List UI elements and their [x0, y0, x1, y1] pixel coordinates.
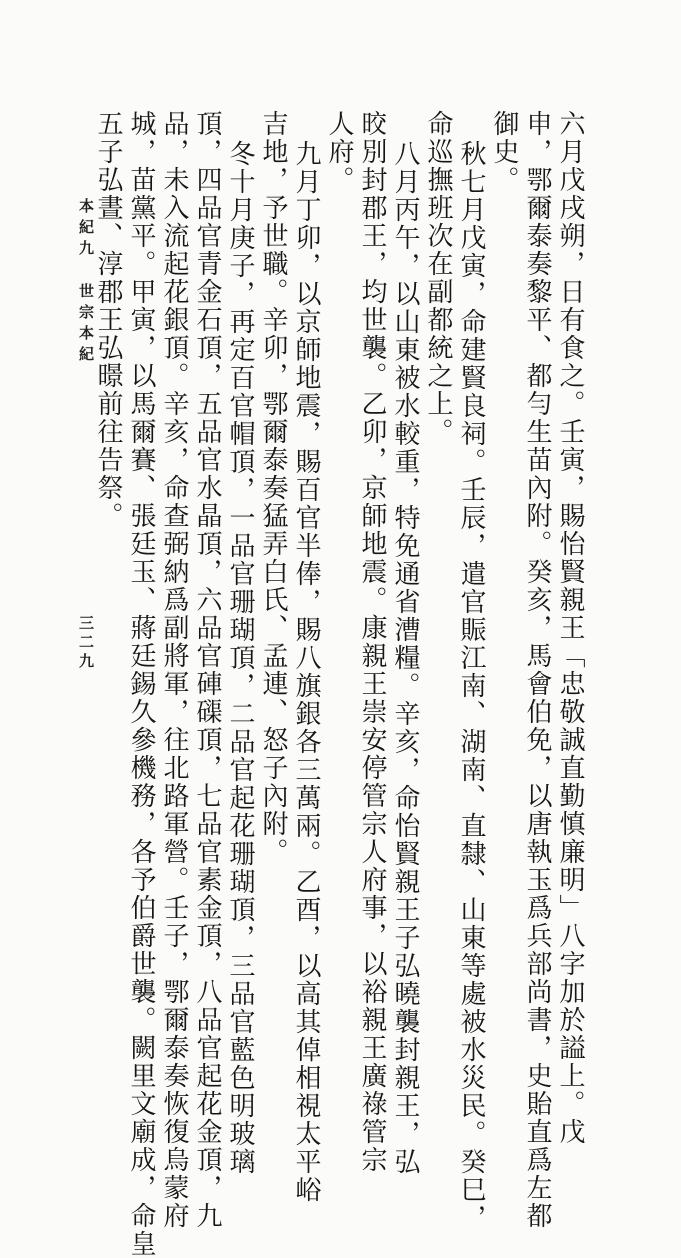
text-column-1: 六月戊戌朔，日有食之。壬寅，賜怡賢親王「忠敬誠直勤慎廉明」八字加於謚上。戊: [555, 110, 585, 1146]
text-column-8: 人府。: [324, 110, 354, 194]
chapter-label: 本紀九: [77, 198, 95, 261]
text-column-15: 五子弘晝、淳郡王弘暻前往告祭。: [93, 110, 123, 530]
text-column-12: 頂，四品官青金石頂，五品官水晶頂，六品官硨磲頂，七品官素金頂，八品官起花金頂，九: [192, 110, 222, 1230]
chapter-title: 世宗本紀: [77, 283, 95, 367]
running-header: [76, 198, 97, 367]
text-column-9: 九月丁卯，以京師地震，賜百官半俸，賜八旗銀各三萬兩。乙酉，以高其倬相視太平峪: [291, 140, 321, 1204]
text-column-10: 吉地，予世職。辛卯，鄂爾泰奏猛弄白氏、孟連、怒子內附。: [258, 110, 288, 866]
text-column-5: 命巡撫班次在副都統之上。: [423, 110, 453, 446]
text-column-13: 品，未入流起花銀頂。辛亥，命查弼納爲副將軍，往北路軍營。壬子，鄂爾泰奏恢復烏蒙府: [159, 110, 189, 1230]
text-column-4: 秋七月戊寅，命建賢良祠。壬辰，遣官賑江南、湖南、直隸、山東等處被水災民。癸巳，: [456, 140, 486, 1232]
text-column-11: 冬十月庚子，再定百官帽頂，一品官珊瑚頂，二品官起花珊瑚頂，三品官藍色明玻璃: [225, 140, 255, 1176]
text-column-3: 御史。: [489, 110, 519, 194]
page-number: 三二九: [77, 615, 95, 672]
text-column-6: 八月丙午，以山東被水較重，特免通省漕糧。辛亥，命怡賢親王子弘曉襲封親王，弘: [390, 140, 420, 1176]
text-column-14: 城，苗黨平。甲寅，以馬爾賽、張廷玉、蔣廷錫久參機務，各予伯爵世襲。闕里文廟成，命皇: [126, 110, 156, 1258]
text-column-7: 晈別封郡王，均世襲。乙卯，京師地震。康親王崇安停管宗人府事，以裕親王廣祿管宗: [357, 110, 387, 1174]
text-column-2: 申，鄂爾泰奏黎平、都勻生苗內附。癸亥，馬會伯免，以唐執玉爲兵部尚書，史貽直爲左都: [522, 110, 552, 1230]
